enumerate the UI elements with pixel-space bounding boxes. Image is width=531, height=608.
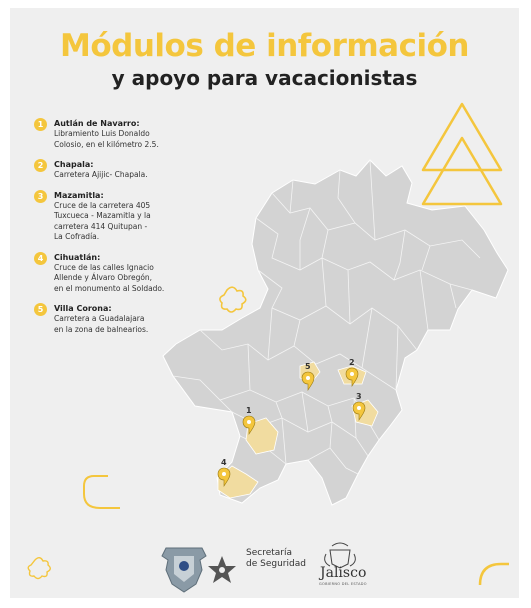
item-number: 3	[34, 190, 47, 203]
item-place: Autlán de Navarro:	[54, 119, 140, 128]
decorative-corner	[480, 564, 509, 585]
item-description: Carretera Ajijic- Chapala.	[54, 170, 148, 179]
pin-label: 2	[349, 358, 355, 367]
pin-label: 3	[356, 392, 362, 401]
police-shield-logo	[162, 548, 206, 592]
item-description: Libramiento Luis Donaldo Colosio, en el kilómetro 2.5.	[54, 129, 159, 149]
star-logo	[208, 556, 236, 583]
list-item	[34, 252, 234, 295]
list-item	[34, 159, 234, 181]
item-place: Chapala:	[54, 160, 94, 169]
item-number: 5	[34, 303, 47, 316]
secretaria-seguridad-text: Secretaría de Seguridad	[246, 548, 306, 569]
list-item	[34, 303, 234, 335]
decorative-squiggle	[28, 558, 50, 579]
item-place: Cihuatlán:	[54, 252, 101, 262]
decorative-triangles	[423, 104, 501, 204]
item-number: 4	[34, 252, 47, 265]
item-description: Carretera a Guadalajara en la zona de balnearios.	[54, 314, 149, 334]
item-place: Mazamitla:	[54, 190, 104, 200]
list-item	[34, 118, 234, 150]
pin-label: 4	[221, 458, 227, 467]
jalisco-logo-text: Jalisco	[320, 565, 367, 581]
title-line-1: Módulos de información	[60, 28, 469, 64]
pin-label: 1	[246, 406, 252, 415]
title-line-2: y apoyo para vacacionistas	[111, 66, 418, 90]
list-item	[34, 190, 234, 243]
item-number: 2	[34, 159, 47, 172]
jalisco-logo-subtitle: GOBIERNO DEL ESTADO	[319, 582, 367, 586]
item-description: Cruce de la carretera 405 Tuxcueca - Mazamitla y la carretera 414 Quitupan - La Cofradía.	[54, 200, 151, 241]
poster	[10, 8, 519, 598]
item-place: Villa Corona:	[54, 304, 112, 313]
item-number: 1	[34, 118, 47, 131]
location-list	[34, 118, 234, 344]
item-description: Cruce de las calles Ignacio Allende y Álvaro Obregón, en el monumento al Soldado.	[54, 262, 165, 293]
decorative-corner	[84, 476, 120, 508]
pin-label: 5	[305, 362, 311, 371]
